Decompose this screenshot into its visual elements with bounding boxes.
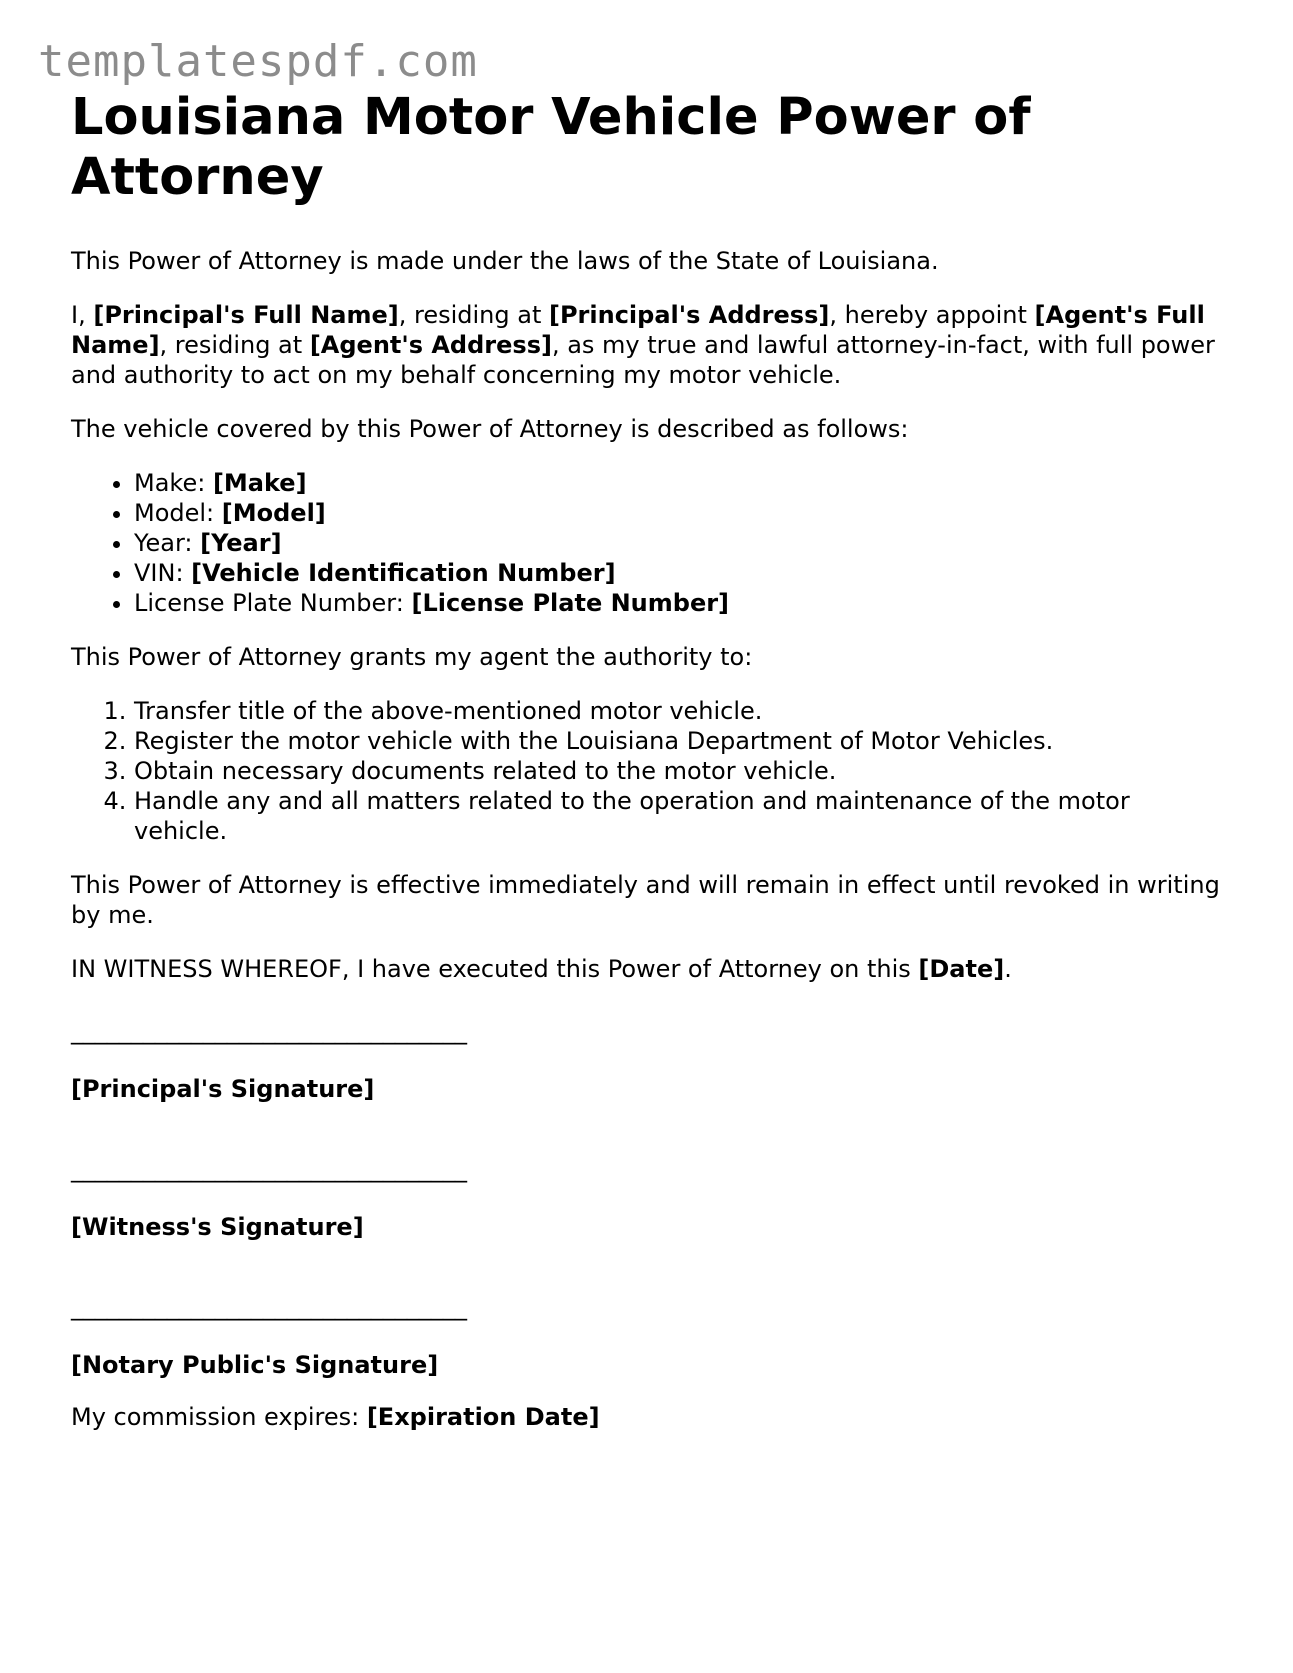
authority-list	[71, 696, 1221, 846]
authority-item: 1. Transfer title of the above-mentioned motor vehicle.	[134, 696, 1221, 726]
document-title: Louisiana Motor Vehicle Power of Attorney	[71, 88, 1031, 207]
agent-name-field: [Agent's Full Name]	[71, 301, 1205, 359]
vehicle-vin-item	[134, 558, 1221, 588]
notary-signature-label: [Notary Public's Signature]	[71, 1351, 439, 1379]
agent-address-field: [Agent's Address]	[309, 331, 552, 359]
date-field: [Date]	[918, 955, 1005, 983]
vehicle-make-field: [Make]	[212, 469, 307, 497]
vehicle-plate-item	[134, 588, 1221, 618]
principal-signature-line: _________________________________	[71, 1017, 467, 1045]
witness-text: IN WITNESS WHEREOF, I have executed this Power of Attorney on this	[71, 955, 919, 983]
watermark: templatespdf.com	[38, 36, 478, 87]
expiration-date-field: [Expiration Date]	[366, 1403, 600, 1431]
authority-item: 4. Handle any and all matters related to the operation and maintenance of the motor vehicle.	[134, 786, 1221, 846]
commission-label: My commission expires:	[71, 1403, 367, 1431]
authority-item: 3. Obtain necessary documents related to the motor vehicle.	[134, 756, 1221, 786]
effective-paragraph: This Power of Attorney is effective immediately and will remain in effect until revoked in writing by me.	[71, 871, 1220, 929]
witness-end: .	[1004, 955, 1012, 983]
vehicle-plate-label: License Plate Number:	[134, 589, 412, 617]
intro-paragraph: This Power of Attorney is made under the laws of the State of Louisiana.	[71, 247, 939, 275]
vehicle-year-item	[134, 528, 1221, 558]
principal-address-field: [Principal's Address]	[549, 301, 830, 329]
vehicle-model-label: Model:	[134, 499, 222, 527]
document-page	[71, 88, 1221, 1456]
appointment-text-5: , as my true and lawful attorney-in-fact, with full power and authority to act on my behalf concerning my motor vehicle.	[71, 331, 1215, 389]
witness-signature-line: _________________________________	[71, 1155, 467, 1183]
authority-item: 2. Register the motor vehicle with the Louisiana Department of Motor Vehicles.	[134, 726, 1221, 756]
vehicle-model-item	[134, 498, 1221, 528]
appointment-text-2: , residing at	[398, 301, 549, 329]
vehicle-vin-label: VIN:	[134, 559, 192, 587]
appointment-text-4: , residing at	[159, 331, 310, 359]
vehicle-plate-field: [License Plate Number]	[411, 589, 730, 617]
commission-expiry	[71, 1402, 1221, 1432]
vehicle-make-item	[134, 468, 1221, 498]
appointment-text-3: , hereby appoint	[829, 301, 1035, 329]
appointment-text-1: I,	[71, 301, 94, 329]
witness-signature-label: [Witness's Signature]	[71, 1213, 364, 1241]
vehicle-intro: The vehicle covered by this Power of Attorney is described as follows:	[71, 415, 909, 443]
appointment-paragraph	[71, 300, 1221, 390]
vehicle-vin-field: [Vehicle Identification Number]	[191, 559, 616, 587]
vehicle-year-field: [Year]	[200, 529, 282, 557]
principal-signature-label: [Principal's Signature]	[71, 1075, 375, 1103]
vehicle-model-field: [Model]	[221, 499, 326, 527]
vehicle-details-list	[71, 468, 1221, 618]
authority-intro: This Power of Attorney grants my agent the authority to:	[71, 643, 753, 671]
notary-signature-line: _________________________________	[71, 1293, 467, 1321]
principal-name-field: [Principal's Full Name]	[93, 301, 399, 329]
vehicle-make-label: Make:	[134, 469, 213, 497]
vehicle-year-label: Year:	[134, 529, 201, 557]
witness-paragraph	[71, 954, 1221, 984]
